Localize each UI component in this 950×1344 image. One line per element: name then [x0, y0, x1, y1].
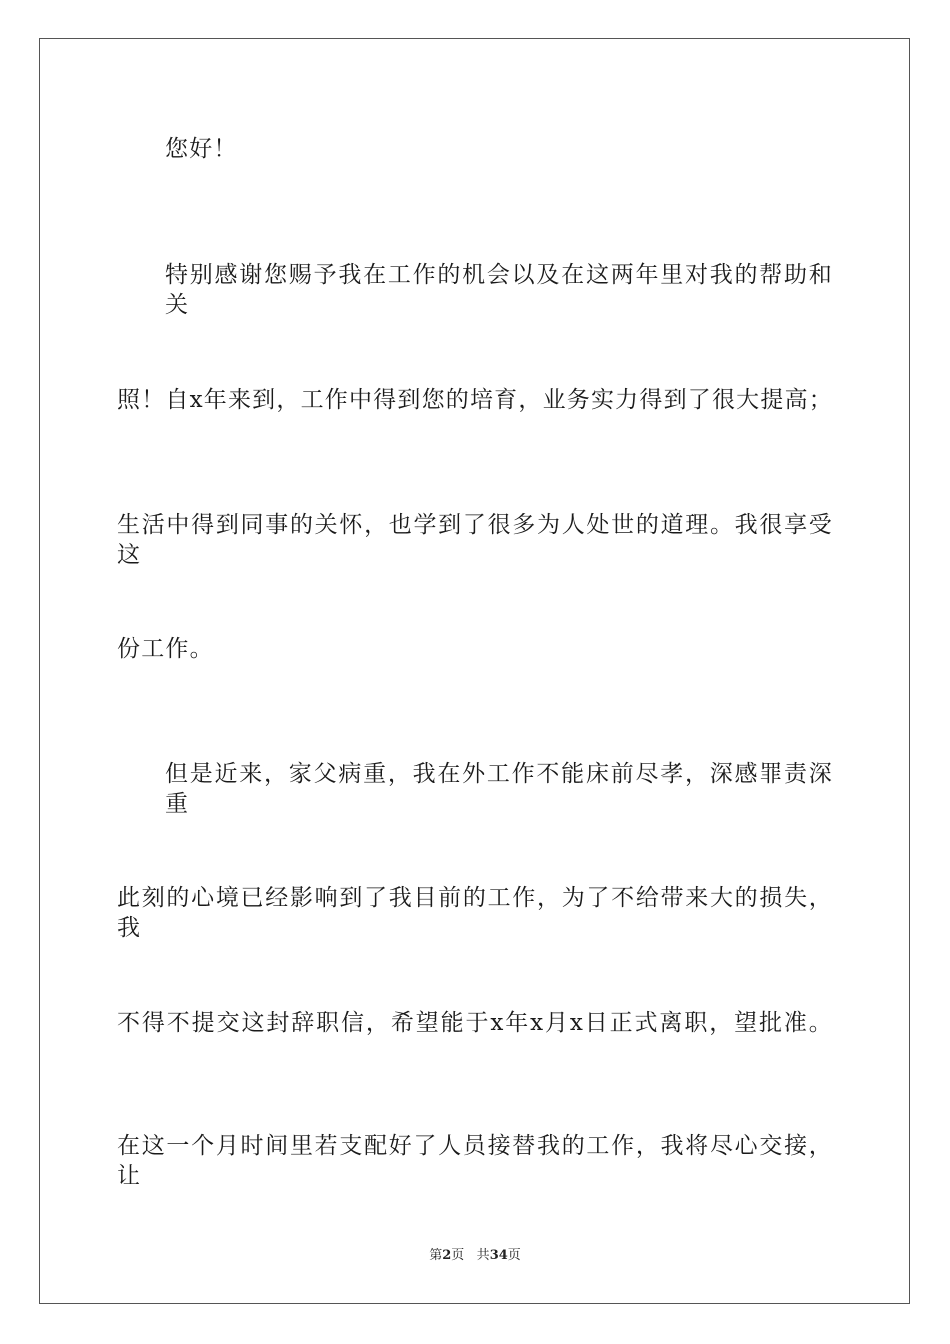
total-pages: 34: [489, 1248, 508, 1263]
total-suffix: 页: [507, 1248, 521, 1263]
page-prefix: 第: [429, 1248, 443, 1263]
page-footer: [0, 1247, 950, 1265]
page-number: 2: [442, 1248, 452, 1263]
total-prefix: 共: [476, 1248, 490, 1263]
body-line-8: 在这一个月时间里若支配好了人员接替我的工作，我将尽心交接，让: [117, 1133, 833, 1189]
body-line-3: 生活中得到同事的关怀，也学到了很多为人处世的道理。我很享受这: [117, 512, 833, 568]
body-line-7: 不得不提交这封辞职信，希望能于x年x月x日正式离职，望批准。: [117, 1010, 833, 1036]
body-line-1: 特别感谢您赐予我在工作的机会以及在这两年里对我的帮助和关: [165, 262, 833, 318]
body-line-6: 此刻的心境已经影响到了我目前的工作，为了不给带来大的损失，我: [117, 885, 833, 941]
page-border: [39, 38, 910, 1304]
body-line-4: 份工作。: [117, 636, 214, 662]
greeting-line: 您好！: [165, 136, 238, 162]
body-line-2: 照！自x年来到，工作中得到您的培育，业务实力得到了很大提高；: [117, 387, 833, 413]
page-suffix: 页: [451, 1248, 465, 1263]
body-line-5: 但是近来，家父病重，我在外工作不能床前尽孝，深感罪责深重: [165, 761, 833, 817]
